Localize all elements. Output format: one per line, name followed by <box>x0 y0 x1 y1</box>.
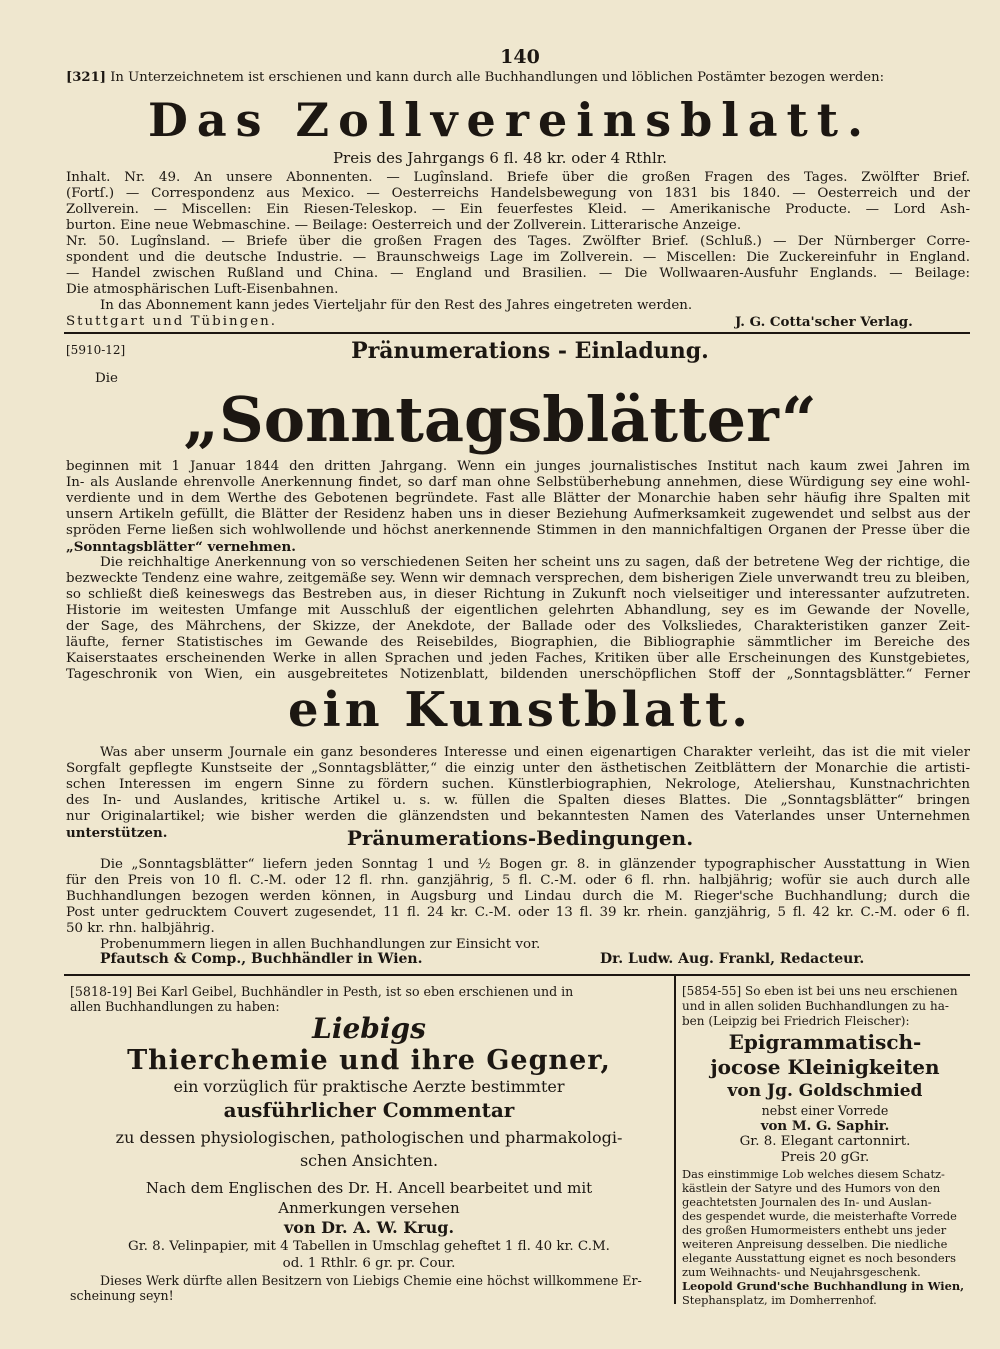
epigramm-title-1: Epigrammatisch- <box>728 1030 922 1054</box>
sonntag-title: „Sonntagsblätter“ <box>183 383 817 456</box>
sonntag-publisher: Pfautsch & Comp., Buchhändler in Wien. <box>100 951 423 967</box>
desc-line: zum Weihnachts- und Neujahrsgeschenk. <box>682 1265 921 1279</box>
body-line: beginnen mit 1 Januar 1844 den dritten Jahrgang. Wenn ein junges journalistisches Institut nach kaum zwei Jahren im <box>66 459 970 474</box>
body-line: Post unter gedrucktem Couvert zugesendet, 11 fl. 24 kr. C.-M. oder 13 fl. 39 kr. rhein. ganzjährig, 5 fl. 42 kr. C.-M. oder 6 fl. <box>66 905 970 920</box>
contents-line: Die atmosphärischen Luft-Eisenbahnen. <box>66 282 339 297</box>
section-divider <box>64 332 970 334</box>
body-line: unsern Artikeln gefüllt, die Blätter der Residenz haben uns in dieser Beziehung Aufmerksamkeit zugewendet und selbst aus der <box>66 507 970 522</box>
body-line: des In- und Auslandes, kritische Artikel u. s. w. füllen die Spalten dieses Blattes. Die „Sonntagsblätter“ bringen <box>66 793 970 808</box>
zollverein-title: Das Zollvereinsblatt. <box>147 93 873 147</box>
kunstblatt-heading: ein Kunstblatt. <box>288 682 752 738</box>
contents-line: Inhalt. Nr. 49. An unsere Abonnenten. — Lugînsland. Briefe über die großen Fragen des Tages. Zwölfter Brief. <box>66 170 970 185</box>
desc-line: kästlein der Satyre und des Humors von den <box>682 1181 941 1195</box>
liebig-line-4: ausführlicher Commentar <box>223 1098 515 1122</box>
liebig-line-7: Nach dem Englischen des Dr. H. Ancell bearbeitet und mit <box>145 1179 593 1197</box>
body-line: Die reichhaltige Anerkennung von so verschiedenen Seiten her scheint uns zu sagen, daß der betretene Weg der richtige, die <box>100 555 970 570</box>
zollverein-intro <box>66 70 970 86</box>
liebig-line-3: ein vorzüglich für praktische Aerzte bestimmter <box>173 1077 565 1096</box>
place-line: Stuttgart und Tübingen. <box>66 314 278 329</box>
contents-line: Zollverein. — Miscellen: Ein Riesen-Teleskop. — Ein feuerfestes Kleid. — Amerikanische Producte. — Lord Ash- <box>66 202 970 217</box>
body-line: Die „Sonntagsblätter“ liefern jeden Sonntag 1 und ½ Bogen gr. 8. in glänzender typographischer Ausstattung in Wien <box>100 857 970 872</box>
body-line: Was aber unserm Journale ein ganz besonderes Interesse und einen eigenartigen Charakter verleiht, das ist die mit vieler <box>100 745 970 760</box>
body-line: unterstützen. <box>66 825 168 841</box>
body-line: Kaiserstaates erscheinenden Werke in allen Sprachen und jeden Faches, Kritiken über alle Erscheinungen des Kunstgebietes, <box>66 651 970 666</box>
desc-line: des großen Humormeisters enthebt uns jeder <box>682 1223 947 1237</box>
epigramm-intro-line: und in allen soliden Buchhandlungen zu ha- <box>682 999 949 1013</box>
contents-line: (Fortſ.) — Correspondenz aus Mexico. — Oesterreichs Handelsbewegung von 1831 bis 1840. — Oesterreich und der <box>66 186 970 201</box>
zollverein-price: Preis des Jahrgangs 6 fl. 48 kr. oder 4 Rthlr. <box>332 149 668 167</box>
intro-text: In Unterzeichnetem ist erschienen und kann durch alle Buchhandlungen und löblichen Postämter bezogen werden: <box>110 70 885 85</box>
liebig-line-9: von Dr. A. W. Krug. <box>283 1218 455 1237</box>
desc-line: des gespendet wurde, die meisterhafte Vorrede <box>682 1209 957 1223</box>
liebig-line-5: zu dessen physiologischen, pathologischen und pharmakologi- <box>115 1128 623 1147</box>
body-line: läufte, ferner Statistisches im Gewande des Reisebildes, Biographien, die Bibliographie sämmtlicher im Bereiche des <box>66 635 970 650</box>
epigramm-line-7: Preis 20 gGr. <box>780 1150 870 1165</box>
body-line: Tageschronik von Wien, ein ausgebreitetes Notizenblatt, bildenden unerschöpflichen Stoff der „Sonntagsblätter.“ Ferner <box>66 667 970 682</box>
body-line: bezweckte Tendenz eine wahre, zeitgemäße sey. Wenn wir demnach versprechen, dem bisherigen Ziele unverwandt treu zu bleiben, <box>66 571 970 586</box>
liebig-line-10: Gr. 8. Velinpapier, mit 4 Tabellen in Umschlag geheftet 1 fl. 40 kr. C.M. <box>128 1239 610 1254</box>
desc-line: Das einstimmige Lob welches diesem Schatz- <box>682 1167 945 1181</box>
epigramm-title-2: jocose Kleinigkeiten <box>710 1055 940 1079</box>
body-line: so schließt dieß keineswegs das Bestreben aus, in dieser Richtung in Zukunft noch vielseitiger und interessanter aufzutreten. <box>66 587 970 602</box>
contents-line: burton. Eine neue Webmaschine. — Beilage: Oesterreich und der Zollverein. Litterarische Anzeige. <box>66 218 742 233</box>
epigramm-line-6: Gr. 8. Elegant cartonnirt. <box>739 1134 911 1149</box>
liebig-line-13: scheinung seyn! <box>70 1288 174 1303</box>
desc-line: Stephansplatz, im Domherrenhof. <box>682 1293 877 1307</box>
desc-line: weiteren Anpreisung desselben. Die niedliche <box>682 1237 948 1251</box>
section-divider <box>64 974 970 976</box>
abonnement-line: In das Abonnement kann jedes Vierteljahr für den Rest des Jahres eingetreten werden. <box>100 298 693 313</box>
desc-line: geachtetsten Journalen des In- und Auslan- <box>682 1195 932 1209</box>
epigramm-intro-line: [5854-55] So eben ist bei uns neu erschienen <box>682 984 958 998</box>
contents-line: — Handel zwischen Rußland und China. — England und Brasilien. — Die Wollwaaren-Ausfuhr Englands. — Beilage: <box>66 266 970 281</box>
publisher-line: J. G. Cotta'scher Verlag. <box>735 314 913 330</box>
ad-reference: [321] <box>66 70 107 85</box>
body-line: verdiente und in dem Werthe des Gebotenen begründete. Fast alle Blätter der Monarchie haben sehr häufig ihre Spalten mit <box>66 491 970 506</box>
body-line: spröden Ferne ließen sich wohlwollende und höchst anerkennende Stimmen in den mannichfaltigen Organen der Presse über die <box>66 523 970 538</box>
body-line: In- als Auslande ehrenvolle Anerkennung findet, so darf man ohne Selbstüberhebung annehmen, diese Würdigung sey eine wohl- <box>66 475 970 490</box>
body-line: „Sonntagsblätter“ vernehmen. <box>66 539 296 555</box>
body-line: Sorgfalt gepflegte Kunstseite der „Sonntagsblätter,“ die einzig unter den ästhetischen Zeitblättern der Monarchie die artisti- <box>66 761 970 776</box>
liebig-title-1: Liebigs <box>312 1012 426 1045</box>
body-line: Buchhandlungen bezogen werden können, in Augsburg und Lindau durch die M. Rieger'sche Buchhandlung; durch die <box>66 889 970 904</box>
liebig-title-2: Thierchemie und ihre Gegner, <box>127 1045 611 1076</box>
body-line: schen Interessen im engern Sinne zu fördern suchen. Künstlerbiographien, Nekrologe, Ateliershau, Kunstnachrichten <box>66 777 970 792</box>
epigramm-line-4: nebst einer Vorrede <box>761 1103 889 1118</box>
epigramm-title-3: von Jg. Goldschmied <box>727 1081 923 1101</box>
sonntag-editor: Dr. Ludw. Aug. Frankl, Redacteur. <box>600 951 865 967</box>
contents-line: Nr. 50. Lugînsland. — Briefe über die großen Fragen des Tages. Zwölfter Brief. (Schluß.) — Der Nürnberger Corre- <box>66 234 970 249</box>
liebig-intro-line: allen Buchhandlungen zu haben: <box>70 999 280 1014</box>
desc-line: Leopold Grund'sche Buchhandlung in Wien, <box>682 1279 965 1293</box>
desc-line: elegante Ausstattung eignet es noch besonders <box>682 1251 956 1265</box>
invitation-heading: Pränumerations - Einladung. <box>351 338 709 364</box>
liebig-intro-line: [5818-19] Bei Karl Geibel, Buchhändler in Pesth, ist so eben erschienen und in <box>70 984 574 999</box>
liebig-line-12: Dieses Werk dürfte allen Besitzern von Liebigs Chemie eine höchst willkommene Er- <box>100 1273 642 1288</box>
sonntag-reference: [5910-12] <box>66 343 126 357</box>
epigramm-intro-line: ben (Leipzig bei Friedrich Fleischer): <box>682 1014 910 1028</box>
body-line: Probenummern liegen in allen Buchhandlungen zur Einsicht vor. <box>100 937 541 952</box>
body-line: für den Preis von 10 fl. C.-M. oder 12 fl. rhn. ganzjährig, 5 fl. C.-M. oder 6 fl. rhn. halbjährig; wofür sie auch durch alle <box>66 873 970 888</box>
body-line: Historie im weitesten Umfange mit Ausschluß der eigentlichen gelehrten Abhandlung, sey es im Gewande der Novelle, <box>66 603 970 618</box>
body-line: der Sage, des Mährchens, der Skizze, der Anekdote, der Ballade oder des Volksliedes, Charakteristiken ganzer Zeit- <box>66 619 970 634</box>
page-number: 140 <box>500 46 540 68</box>
die-word: Die <box>95 371 118 386</box>
liebig-line-8: Anmerkungen versehen <box>278 1199 460 1217</box>
contents-line: spondent und die deutsche Industrie. — Braunschweigs Lage im Zollverein. — Miscellen: Die Zuckereinfuhr in England. <box>66 250 970 265</box>
liebig-line-11: od. 1 Rthlr. 6 gr. pr. Cour. <box>282 1256 456 1271</box>
body-line: nur Originalartikel; wie bisher werden die glänzendsten und bekanntesten Namen des Vaterlandes unser Unternehmen <box>66 809 970 824</box>
liebig-line-6: schen Ansichten. <box>299 1151 439 1170</box>
epigramm-line-5: von M. G. Saphir. <box>760 1118 890 1134</box>
column-divider <box>674 976 676 1304</box>
conditions-heading: Pränumerations-Bedingungen. <box>346 826 694 850</box>
body-line: 50 kr. rhn. halbjährig. <box>66 921 215 936</box>
